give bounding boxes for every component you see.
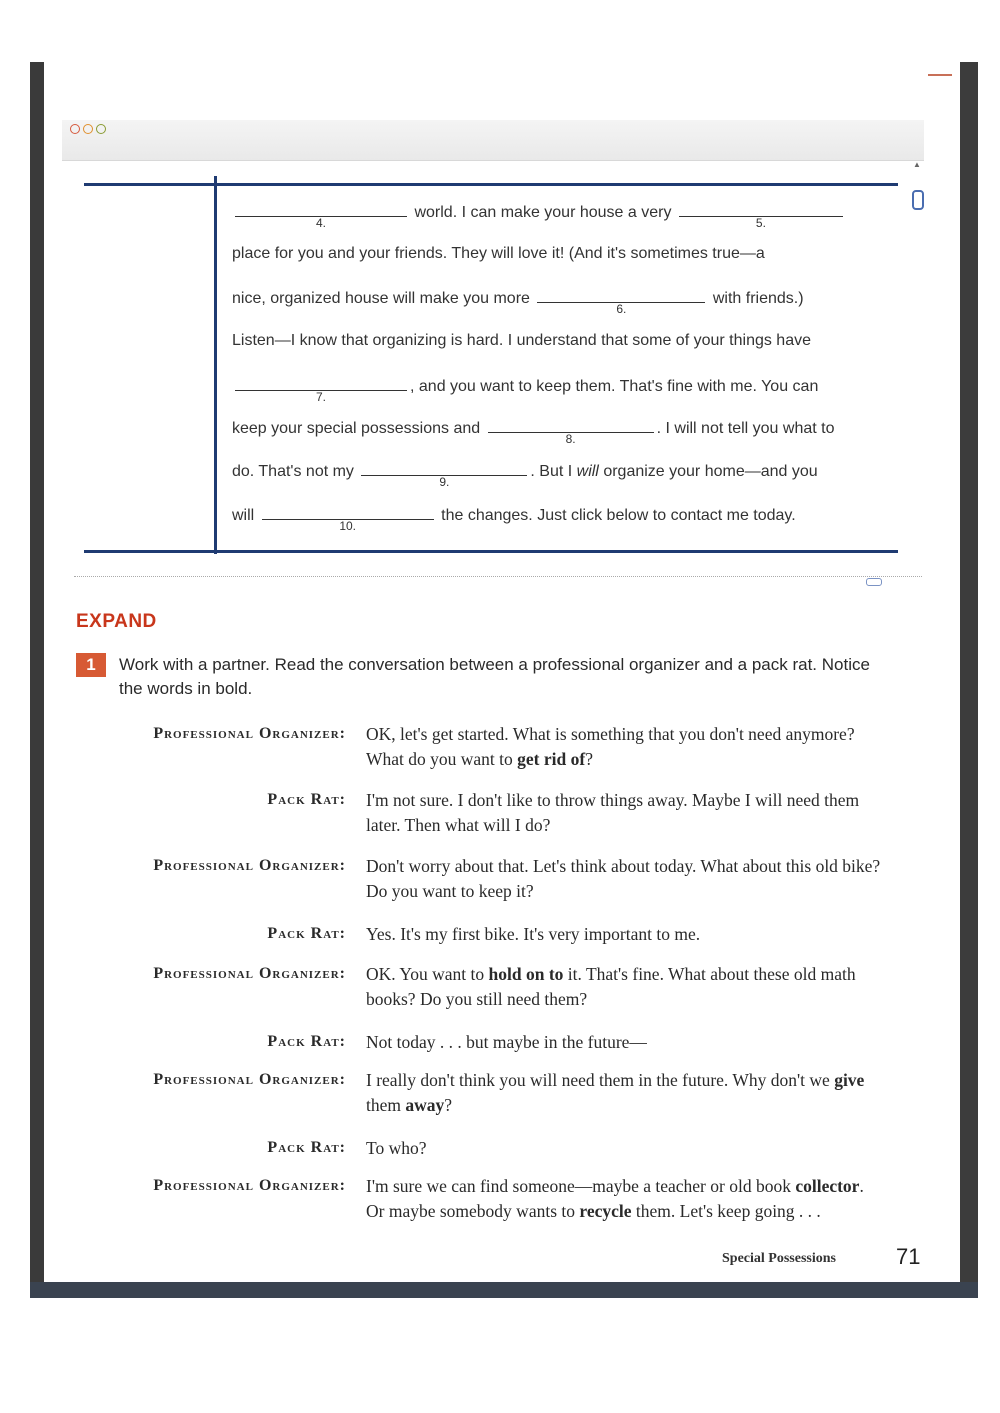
blank-8 xyxy=(488,418,654,446)
blank-number: 6. xyxy=(616,302,627,316)
speaker-label: Pack Rat: xyxy=(267,1033,346,1050)
speech-text xyxy=(366,1174,886,1224)
maximize-dot-icon xyxy=(96,124,106,134)
text-line-2: place for you and your friends. They will love it! (And it's sometimes true—a xyxy=(232,245,765,262)
speaker-label: Pack Rat: xyxy=(267,791,346,808)
speech-text xyxy=(366,962,886,1012)
emphasis-text: will xyxy=(576,463,599,480)
bold-vocab-word: recycle xyxy=(579,1201,632,1221)
speech-segment: I'm sure we can find someone—maybe a teacher or old book xyxy=(366,1176,796,1196)
bold-vocab-word: collector xyxy=(795,1176,860,1196)
bold-vocab-word: hold on to xyxy=(488,964,564,984)
blank-number: 9. xyxy=(439,475,450,489)
speech-text xyxy=(366,1030,886,1055)
page-number: 71 xyxy=(896,1244,921,1269)
speech-segment: ? xyxy=(585,749,593,769)
text-line-5 xyxy=(232,376,819,404)
speech-segment: To who? xyxy=(366,1138,427,1158)
speech-segment: OK. You want to xyxy=(366,964,489,984)
speech-text xyxy=(366,1136,886,1161)
line-text: nice, organized house will make you more xyxy=(232,290,530,307)
speaker-label: Professional Organizer: xyxy=(153,725,346,742)
speech-text xyxy=(366,788,886,838)
text-line-3 xyxy=(232,288,804,316)
speech-segment: them xyxy=(366,1095,406,1115)
close-dot-icon xyxy=(70,124,80,134)
line-text: will xyxy=(232,507,255,524)
text-line-7 xyxy=(232,461,818,489)
bold-vocab-word: get rid of xyxy=(517,749,586,769)
horizontal-scroll-handle xyxy=(866,578,882,586)
speaker-label: Professional Organizer: xyxy=(153,1071,346,1088)
browser-bottom-edge xyxy=(74,576,922,577)
speaker-label: Professional Organizer: xyxy=(153,1177,346,1194)
line-text: the changes. Just click below to contact me today. xyxy=(441,507,796,524)
bold-vocab-word: away xyxy=(405,1095,445,1115)
text-line-8 xyxy=(232,505,796,533)
speech-segment: I really don't think you will need them in the future. Why don't we xyxy=(366,1070,835,1090)
blank-number: 8. xyxy=(565,432,576,446)
exercise-instruction: Work with a partner. Read the conversation between a professional organizer and a pack rat. Notice the words in bold. xyxy=(119,655,870,698)
line-text: world. I can make your house a very xyxy=(414,204,672,221)
scan-border-left xyxy=(30,62,44,1298)
section-heading: EXPAND xyxy=(76,611,157,632)
exercise-number-badge: 1 xyxy=(76,653,106,677)
scroll-up-icon: ▲ xyxy=(913,160,921,169)
content-top-rule xyxy=(84,183,898,186)
speaker-label: Pack Rat: xyxy=(267,925,346,942)
text-line-6 xyxy=(232,418,835,446)
bold-vocab-word: give xyxy=(834,1070,865,1090)
blank-6 xyxy=(537,288,705,316)
browser-title-bar xyxy=(62,120,924,161)
speech-segment: Don't worry about that. Let's think about today. What about this old bike? Do you want to keep it? xyxy=(366,856,881,901)
speech-segment: ? xyxy=(444,1095,453,1115)
scan-border-right xyxy=(960,62,978,1298)
corner-mark xyxy=(928,74,952,76)
speaker-label: Pack Rat: xyxy=(267,1139,346,1156)
footer-title: Special Possessions xyxy=(722,1251,836,1266)
content-bottom-rule xyxy=(84,550,898,553)
line-text: , and you want to keep them. That's fine with me. You can xyxy=(410,378,819,395)
blank-number: 7. xyxy=(315,390,326,404)
speaker-label: Professional Organizer: xyxy=(153,857,346,874)
speech-segment: OK, let's get started. What is something that you don't need anymore? What do you want to xyxy=(366,724,855,769)
line-text: . But I xyxy=(530,463,573,480)
speech-segment: Not today . . . but maybe in the future— xyxy=(366,1032,647,1052)
speaker-label: Professional Organizer: xyxy=(153,965,346,982)
text-line-4: Listen—I know that organizing is hard. I understand that some of your things have xyxy=(232,332,811,349)
blank-number: 4. xyxy=(315,216,326,230)
line-text: do. That's not my xyxy=(232,463,354,480)
speech-segment: it. That's fine. What about these old math books? Do you still need them? xyxy=(366,964,856,1009)
line-text: . I will not tell you what to xyxy=(656,420,835,437)
line-text: keep your special possessions and xyxy=(232,420,481,437)
blank-9 xyxy=(361,461,527,489)
blank-number: 5. xyxy=(755,216,766,230)
speech-segment: . Or maybe somebody wants to xyxy=(366,1176,864,1221)
scan-border-bottom xyxy=(30,1282,978,1298)
content-vertical-rule xyxy=(214,176,217,554)
speech-segment: Yes. It's my first bike. It's very important to me. xyxy=(366,924,701,944)
speech-text xyxy=(366,1068,886,1118)
minimize-dot-icon xyxy=(83,124,93,134)
speech-segment: I'm not sure. I don't like to throw things away. Maybe I will need them later. Then what will I do? xyxy=(366,790,860,835)
blank-5 xyxy=(679,202,843,230)
blank-10 xyxy=(262,505,434,533)
blank-7 xyxy=(235,376,407,404)
text-line-1 xyxy=(232,202,846,230)
blank-number: 10. xyxy=(339,519,357,533)
speech-segment: them. Let's keep going . . . xyxy=(631,1201,821,1221)
speech-text xyxy=(366,722,886,772)
line-text: with friends.) xyxy=(712,290,804,307)
blank-4 xyxy=(235,202,407,230)
scrollbar-handle xyxy=(912,190,924,210)
speech-text xyxy=(366,922,886,947)
speech-text xyxy=(366,854,886,904)
line-text: organize your home—and you xyxy=(603,463,818,480)
